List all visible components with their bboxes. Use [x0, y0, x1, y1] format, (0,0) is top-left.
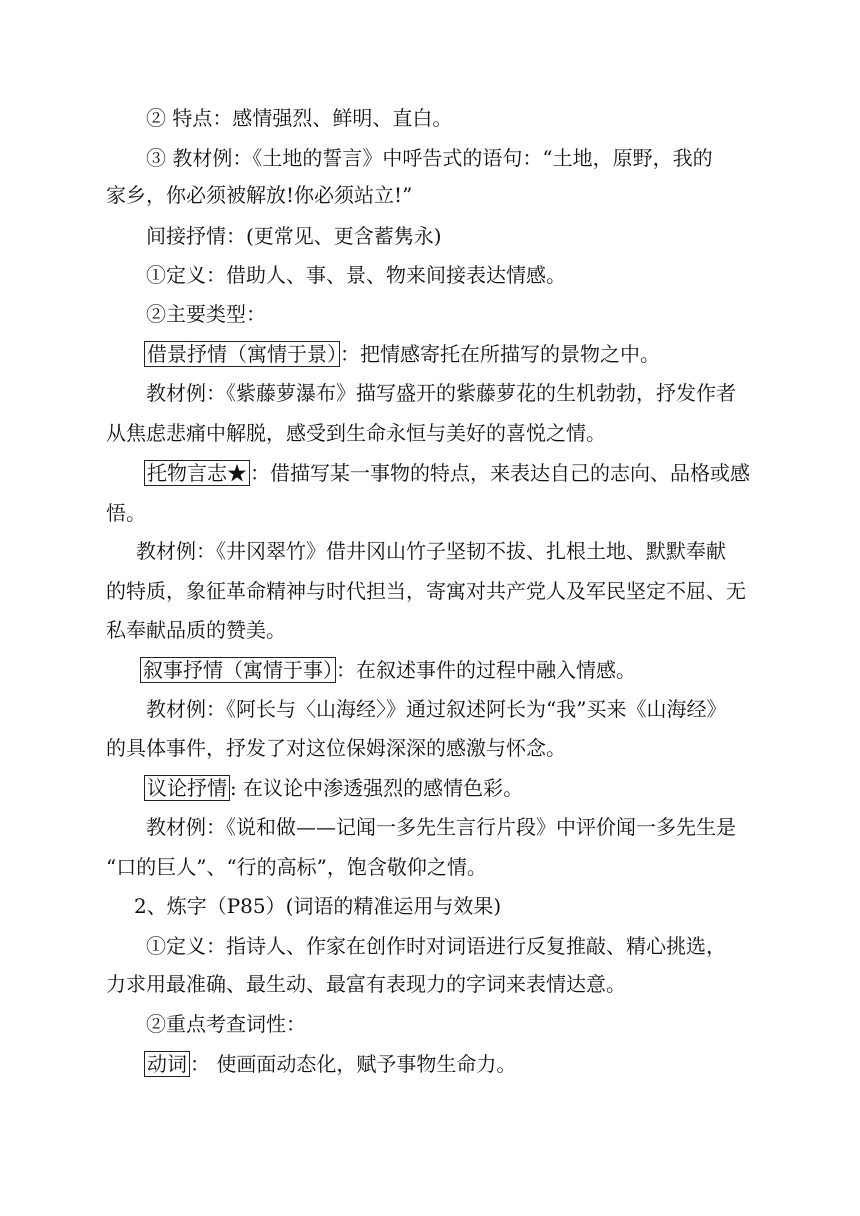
- text-line: 教材例：《阿长与〈山海经〉》通过叙述阿长为“我”买来《山海经》: [146, 697, 727, 721]
- text-line: 教材例：《紫藤萝瀑布》描写盛开的紫藤萝花的生机勃勃，抒发作者: [146, 381, 736, 405]
- text-span: ：借描写某一事物的特点，来表达自己的志向、品格或感: [250, 461, 750, 485]
- text-line: ②主要类型：: [146, 302, 266, 326]
- text-line: [144, 459, 750, 487]
- text-line: 从焦虑悲痛中解脱，感受到生命永恒与美好的喜悦之情。: [106, 421, 606, 445]
- text-line: 家乡，你必须被解放!你必须站立!”: [106, 183, 413, 207]
- text-span: ：把情感寄托在所描写的景物之中。: [340, 342, 660, 366]
- text-line: 的特质，象征革命精神与时代担当，寄寓对共产党人及军民坚定不屈、无: [106, 579, 746, 603]
- text-line: ③ 教材例：《土地的誓言》中呼告式的语句：“土地，原野，我的: [146, 146, 713, 170]
- text-line: “口的巨人”、“行的高标”，饱含敬仰之情。: [106, 855, 487, 879]
- text-line: [144, 774, 523, 802]
- text-span: ： 使画面动态化，赋予事物生命力。: [190, 1052, 517, 1076]
- boxed-term: 议论抒情: [144, 775, 230, 801]
- text-line: 2、炼字（P85）(词语的精准运用与效果): [134, 894, 502, 918]
- boxed-term: 托物言志★: [144, 460, 250, 486]
- text-span: ：在叙述事件的过程中融入情感。: [336, 658, 636, 682]
- text-line: 的具体事件，抒发了对这位保姆深深的感激与怀念。: [106, 736, 566, 760]
- text-line: 私奉献品质的赞美。: [106, 618, 286, 642]
- text-line: [140, 656, 636, 684]
- text-line: ①定义：指诗人、作家在创作时对词语进行反复推敲、精心挑选，: [146, 934, 726, 958]
- text-line: 教材例：《井冈翠竹》借井冈山竹子坚韧不拔、扎根土地、默默奉献: [136, 539, 726, 563]
- boxed-term: 借景抒情（寓情于景）: [144, 341, 340, 367]
- text-line: [144, 1050, 516, 1078]
- text-line: ②重点考查词性：: [146, 1012, 306, 1036]
- text-line: [144, 340, 660, 368]
- text-line: ② 特点：感情强烈、鲜明、直白。: [146, 106, 453, 130]
- text-line: ①定义：借助人、事、景、物来间接表达情感。: [146, 263, 566, 287]
- text-line: 教材例：《说和做——记闻一多先生言行片段》中评价闻一多先生是: [146, 815, 736, 839]
- boxed-term: 动词: [144, 1051, 190, 1077]
- text-span: : 在议论中渗透强烈的感情色彩。: [230, 776, 524, 800]
- boxed-term: 叙事抒情（寓情于事）: [140, 657, 336, 683]
- text-line: 悟。: [106, 501, 146, 525]
- text-line: 间接抒情：(更常见、更含蓄隽永): [146, 224, 442, 248]
- text-line: 力求用最准确、最生动、最富有表现力的字词来表情达意。: [106, 972, 626, 996]
